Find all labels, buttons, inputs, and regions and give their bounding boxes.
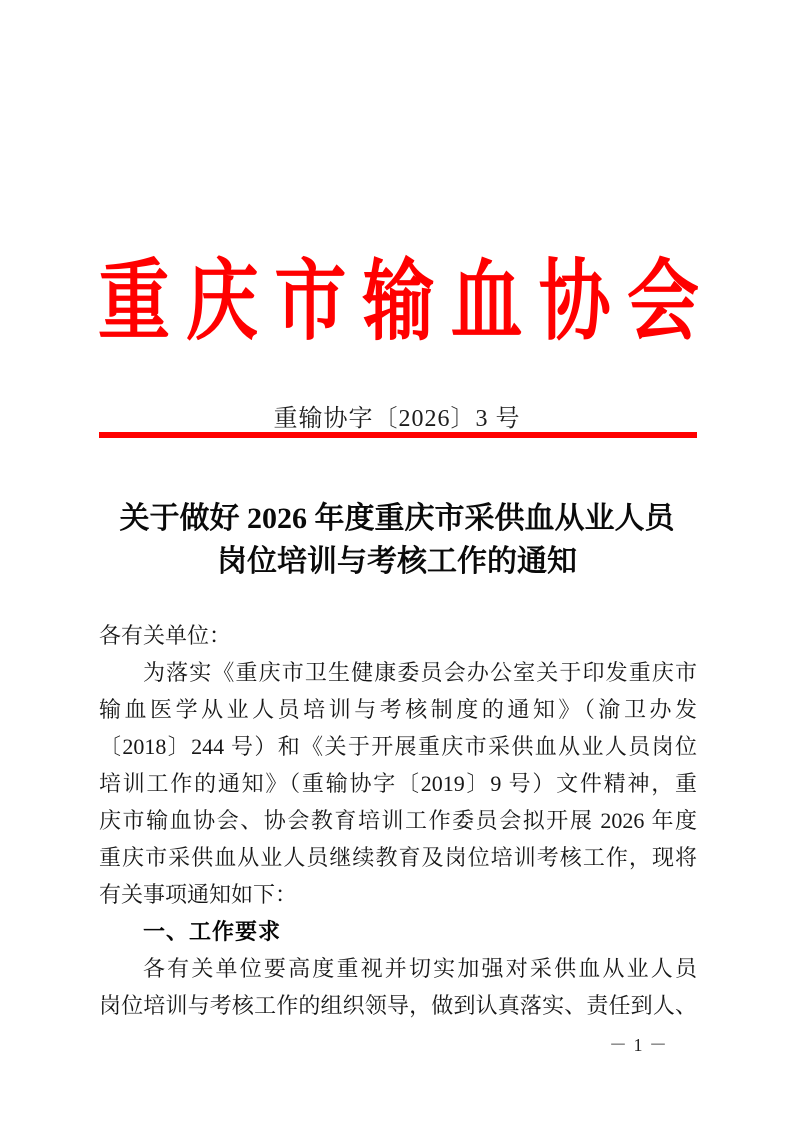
section-1-paragraph-line: 岗位培训与考核工作的组织领导，做到认真落实、责任到人、 (99, 993, 697, 1018)
document-body (99, 617, 697, 1024)
intro-paragraph-line: 有关事项通知如下： (99, 882, 298, 907)
salutation: 各有关单位： (99, 623, 232, 648)
section-1-heading: 一、工作要求 (143, 919, 282, 944)
intro-paragraph-line: 为落实《重庆市卫生健康委员会办公室关于印发重庆市 (143, 660, 697, 685)
intro-paragraph-line: 〔2018〕244 号）和《关于开展重庆市采供血从业人员岗位 (99, 734, 697, 759)
doc-title-line-2: 岗位培训与考核工作的通知 (217, 545, 577, 578)
doc-title-line-1: 关于做好 2026 年度重庆市采供血从业人员 (119, 502, 675, 535)
intro-paragraph-line: 输血医学从业人员培训与考核制度的通知》（渝卫办发 (99, 697, 697, 722)
intro-paragraph-line: 重庆市采供血从业人员继续教育及岗位培训考核工作，现将 (99, 845, 697, 870)
doc-number: 重输协字〔2026〕3 号 (273, 406, 521, 432)
red-divider-line (99, 432, 697, 438)
page-number: － 1 － (609, 1035, 668, 1055)
doc-title (97, 497, 697, 583)
section-1-paragraph-line: 各有关单位要高度重视并切实加强对采供血从业人员 (143, 956, 697, 981)
org-name-header: 重 庆 市 输 血 协 会 (98, 253, 699, 352)
intro-paragraph-line: 培训工作的通知》（重输协字〔2019〕9 号）文件精神，重 (99, 771, 697, 796)
intro-paragraph-line: 庆市输血协会、协会教育培训工作委员会拟开展 2026 年度 (99, 808, 697, 833)
